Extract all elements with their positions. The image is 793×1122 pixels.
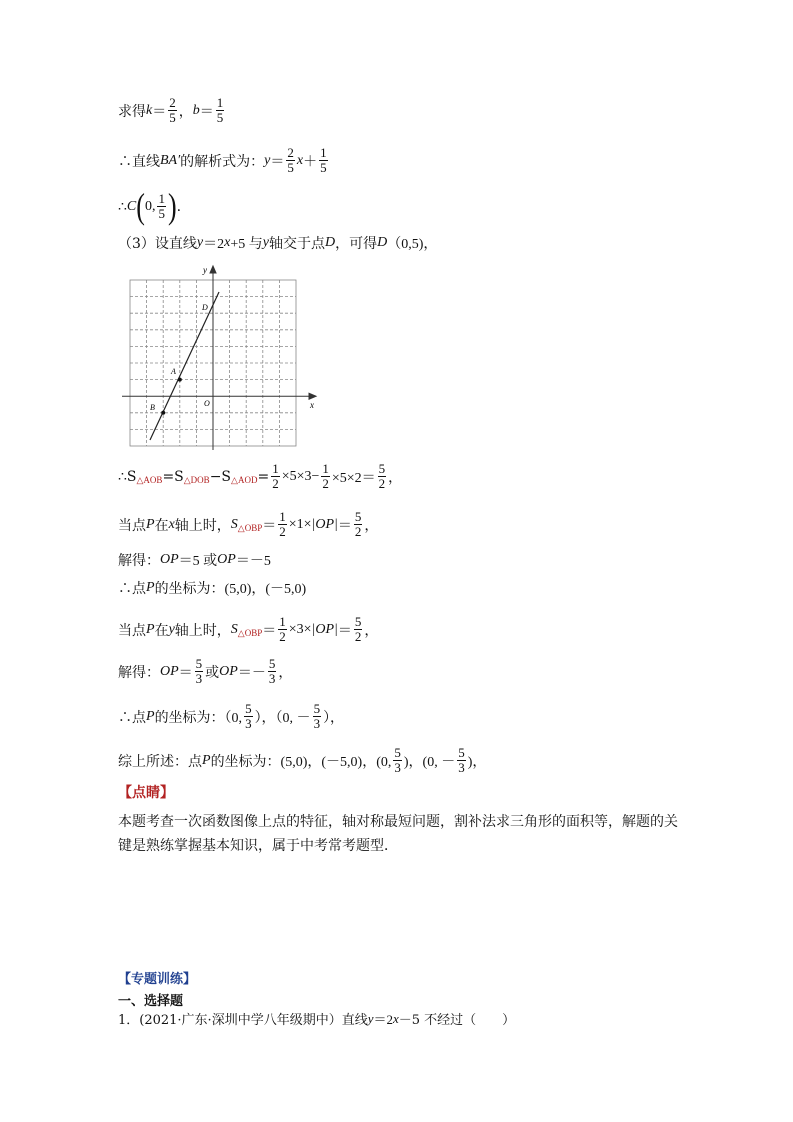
var-k: k bbox=[146, 102, 153, 118]
fraction: $\frac{5}{3}$ bbox=[245, 701, 252, 731]
text: （3）设直线 bbox=[118, 236, 197, 252]
text: ∴点 bbox=[118, 581, 146, 597]
text: ＝2 bbox=[203, 237, 225, 252]
text: ， bbox=[278, 664, 293, 681]
subscript: △DOB bbox=[183, 475, 210, 485]
text: = bbox=[257, 468, 270, 485]
var-p: P bbox=[146, 516, 155, 532]
text: 在 bbox=[154, 622, 169, 639]
plus: ＋ bbox=[303, 154, 318, 170]
point-c bbox=[118, 185, 182, 227]
text: ＝ bbox=[337, 623, 352, 639]
therefore: ∴ bbox=[118, 198, 127, 215]
var-op: OP bbox=[219, 663, 238, 679]
equals: ＝ bbox=[270, 154, 285, 170]
text: )， bbox=[467, 754, 487, 770]
line-name: BA′ bbox=[160, 152, 181, 168]
var-p: P bbox=[202, 752, 211, 768]
fraction: $\frac{1}{5}$ bbox=[320, 145, 327, 175]
coordinate-grid-figure bbox=[118, 262, 323, 452]
equals: ＝ bbox=[152, 104, 167, 120]
text: ＝2 bbox=[373, 1012, 393, 1027]
var-y: y bbox=[262, 235, 269, 250]
text: 或 bbox=[205, 664, 220, 681]
var-y: y bbox=[168, 621, 175, 637]
text: −S bbox=[209, 468, 232, 485]
text: ×5×2＝ bbox=[331, 470, 376, 486]
fraction: $\frac{1}{5}$ bbox=[216, 95, 224, 125]
text: 解得： bbox=[118, 553, 160, 569]
fraction: $\frac{5}{2}$ bbox=[354, 614, 362, 644]
var-x: x bbox=[224, 235, 231, 250]
fraction: $\frac{5}{3}$ bbox=[458, 745, 465, 775]
p-coords-x bbox=[118, 578, 306, 598]
p-on-y-axis bbox=[118, 615, 378, 644]
fraction: $\frac{1}{2}$ bbox=[272, 461, 279, 491]
text: ），（0, － bbox=[254, 710, 311, 726]
text: 轴交于点 bbox=[268, 236, 325, 252]
y-axis-arrow bbox=[210, 266, 216, 273]
point-b bbox=[161, 411, 165, 415]
text: （0,5)， bbox=[387, 237, 438, 252]
var-p: P bbox=[146, 580, 155, 595]
text: ＝ bbox=[337, 518, 352, 534]
text: ， bbox=[364, 517, 379, 534]
var-y: y bbox=[367, 1010, 374, 1026]
point-a bbox=[178, 378, 182, 382]
var-s: S bbox=[230, 516, 238, 532]
line-y-2x-5 bbox=[150, 292, 219, 440]
text: －5 不经过（ ） bbox=[398, 1013, 516, 1028]
text: 解得： bbox=[118, 664, 160, 681]
comma: ， bbox=[178, 103, 193, 120]
training-heading: 【专题训练】 bbox=[118, 972, 197, 987]
var-s: S bbox=[230, 621, 238, 637]
text: )，(0, － bbox=[403, 754, 456, 770]
text: 1．(2021·广东·深圳中学八年级期中）直线 bbox=[118, 1013, 368, 1028]
text: ， bbox=[364, 622, 379, 639]
var-x: x bbox=[168, 516, 175, 532]
text: ＝5 或 bbox=[178, 554, 218, 569]
text: 轴上时， bbox=[174, 622, 231, 639]
right-paren: ) bbox=[167, 185, 177, 227]
subscript: △OBP bbox=[237, 628, 263, 638]
var-c: C bbox=[126, 198, 137, 214]
text: 轴上时， bbox=[174, 517, 231, 534]
period: . bbox=[176, 198, 182, 215]
text: ×1× bbox=[288, 516, 312, 532]
fraction: $\frac{1}{2}$ bbox=[279, 509, 286, 539]
text: ∴直线 bbox=[118, 153, 160, 170]
text: ×3× bbox=[288, 621, 312, 637]
label-x: x bbox=[310, 400, 314, 410]
solve-op-x bbox=[118, 550, 271, 570]
text: 在 bbox=[154, 517, 169, 534]
question-1 bbox=[118, 1009, 515, 1028]
text: ＝－5 bbox=[235, 554, 271, 569]
var-p: P bbox=[146, 621, 155, 637]
label-b: B bbox=[150, 403, 155, 412]
text: ， bbox=[388, 469, 403, 486]
var-op: OP bbox=[217, 552, 236, 567]
subscript: △AOB bbox=[136, 475, 163, 485]
fraction: $\frac{1}{5}$ bbox=[158, 191, 165, 221]
var-op: OP bbox=[160, 552, 179, 567]
fraction: $\frac{5}{2}$ bbox=[354, 509, 362, 539]
var-p: P bbox=[146, 708, 155, 724]
section-heading: 一、选择题 bbox=[118, 994, 184, 1009]
dianjing-heading: 【点睛】 bbox=[118, 785, 174, 801]
var-y: y bbox=[196, 235, 204, 250]
var-x: x bbox=[296, 152, 304, 168]
text: 当点 bbox=[118, 517, 146, 534]
summary-coords bbox=[118, 746, 486, 775]
label-o: O bbox=[204, 399, 210, 408]
text: ）， bbox=[323, 710, 345, 726]
part-3-intro bbox=[118, 233, 437, 253]
fraction: $\frac{5}{2}$ bbox=[378, 461, 386, 491]
text: 综上所述：点 bbox=[118, 753, 202, 770]
var-b: b bbox=[192, 102, 200, 118]
var-op: OP bbox=[160, 663, 179, 679]
fraction: $\frac{2}{5}$ bbox=[287, 145, 294, 175]
text: ＝－ bbox=[237, 665, 266, 681]
solve-op-y bbox=[118, 657, 292, 686]
fraction: $\frac{2}{5}$ bbox=[169, 95, 176, 125]
fraction: $\frac{5}{3}$ bbox=[195, 656, 203, 686]
left-paren: ( bbox=[136, 185, 145, 227]
fraction: $\frac{1}{2}$ bbox=[279, 614, 286, 644]
fraction: $\frac{1}{2}$ bbox=[322, 461, 329, 491]
dianjing-body: 本题考查一次函数图像上点的特征，轴对称最短问题，割补法求三角形的面积等，解题的关键是熟练掌握基本知识，属于中考常考题型． bbox=[118, 814, 678, 854]
text: ＝ bbox=[262, 623, 277, 639]
text: 的坐标为：(5,0)，(－5,0) bbox=[154, 582, 307, 597]
text: ∴点 bbox=[118, 709, 146, 726]
p-coords-y bbox=[118, 702, 344, 731]
text: 0, bbox=[144, 198, 156, 214]
text: 当点 bbox=[118, 622, 146, 639]
text: ，可得 bbox=[335, 236, 378, 252]
text: 求得 bbox=[118, 103, 146, 120]
text: =S bbox=[162, 468, 184, 485]
result-k-b bbox=[118, 96, 226, 125]
equals: ＝ bbox=[199, 104, 214, 120]
area-aob bbox=[118, 462, 402, 491]
text: 的坐标为：（0, bbox=[154, 710, 243, 726]
label-a: A bbox=[171, 367, 176, 376]
var-x: x bbox=[393, 1010, 399, 1026]
x-axis-arrow bbox=[309, 393, 316, 399]
fraction: $\frac{5}{3}$ bbox=[313, 701, 321, 731]
text: 的解析式为： bbox=[180, 153, 265, 170]
subscript: △OBP bbox=[237, 523, 263, 533]
label-y: y bbox=[203, 265, 207, 275]
var-d: D bbox=[377, 235, 388, 250]
var-d: D bbox=[324, 235, 336, 250]
text: +5 与 bbox=[230, 237, 263, 252]
abs-op: |OP| bbox=[311, 516, 338, 532]
abs-op: |OP| bbox=[311, 621, 338, 637]
text: ＝ bbox=[178, 665, 193, 681]
label-d: D bbox=[202, 303, 208, 312]
fraction: $\frac{5}{3}$ bbox=[268, 656, 276, 686]
text: ∴S bbox=[118, 468, 137, 485]
text: ＝ bbox=[262, 518, 277, 534]
subscript: △AOD bbox=[231, 475, 258, 485]
text: ×5×3− bbox=[281, 468, 320, 484]
p-on-x-axis bbox=[118, 510, 378, 539]
fraction: $\frac{5}{3}$ bbox=[394, 745, 401, 775]
var-y: y bbox=[264, 152, 271, 168]
text: 的坐标为：(5,0)，(－5,0)，(0, bbox=[210, 754, 392, 770]
line-ba-expression bbox=[118, 146, 330, 175]
